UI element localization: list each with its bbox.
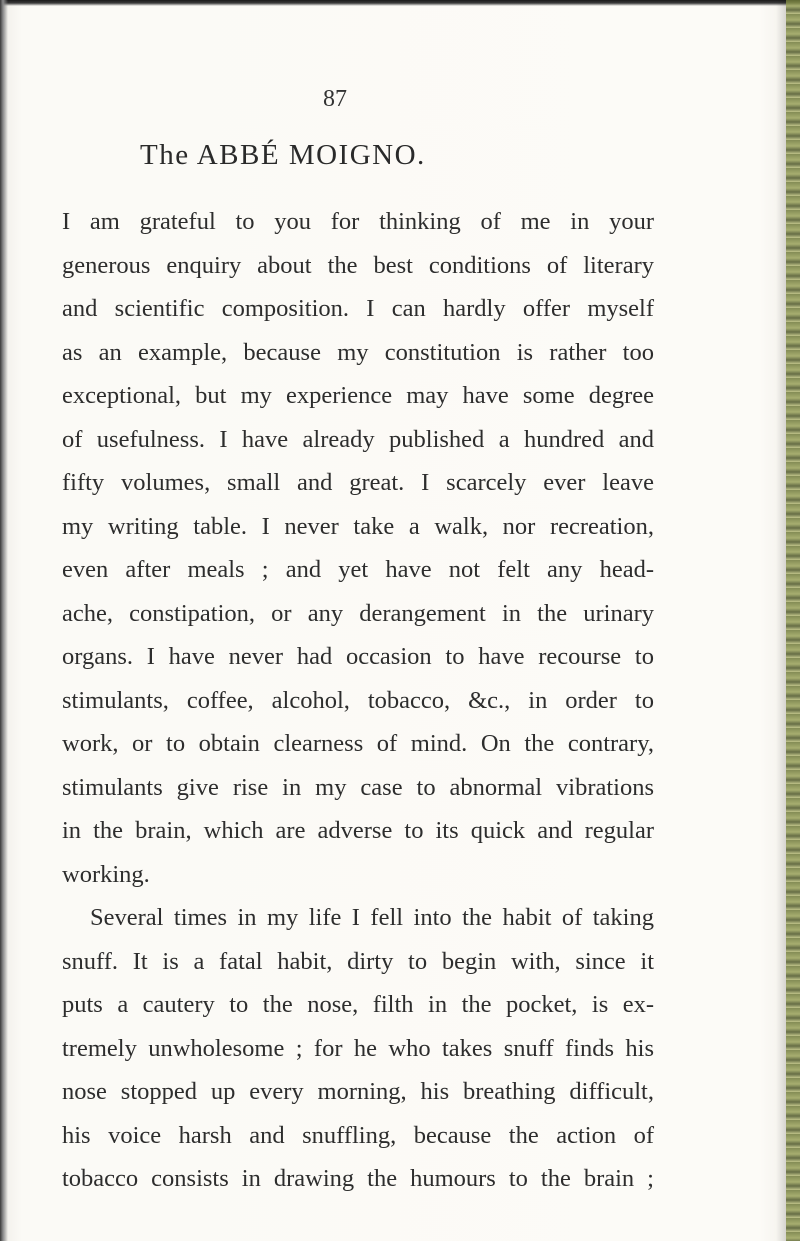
body-text	[62, 200, 654, 1201]
text-line: work, or to obtain clearness of mind. On the contrary,	[62, 730, 654, 757]
section-heading: The ABBÉ MOIGNO.	[140, 139, 426, 171]
text-line: as an example, because my constitution is rather too	[62, 338, 654, 366]
page-number: 87	[323, 86, 347, 112]
text-line: generous enquiry about the best conditions of literary	[62, 251, 654, 279]
fore-edge-shadow	[776, 0, 786, 1241]
text-line: snuff. It is a fatal habit, dirty to begin with, since it	[62, 947, 654, 975]
text-line: Several times in my life I fell into the habit of taking	[90, 904, 654, 931]
text-line: in the brain, which are adverse to its quick and regular	[62, 817, 654, 844]
text-line: tobacco consists in drawing the humours to the brain ;	[62, 1165, 654, 1192]
text-line: fifty volumes, small and great. I scarcely ever leave	[62, 469, 654, 496]
text-line: his voice harsh and snuffling, because the action of	[62, 1121, 654, 1149]
text-line: tremely unwholesome ; for he who takes snuff finds his	[62, 1034, 654, 1062]
text-line: ache, constipation, or any derangement in the urinary	[62, 599, 654, 627]
text-line: even after meals ; and yet have not felt any head-	[62, 556, 654, 583]
text-line: exceptional, but my experience may have some degree	[62, 382, 654, 409]
text-line: organs. I have never had occasion to have recourse to	[62, 643, 654, 670]
binding-edge	[0, 0, 8, 1241]
text-line: my writing table. I never take a walk, nor recreation,	[62, 512, 654, 540]
text-line: puts a cautery to the nose, filth in the pocket, is ex-	[62, 991, 654, 1018]
page-fore-edge	[786, 0, 800, 1241]
text-line: working.	[62, 860, 150, 888]
text-line: of usefulness. I have already published a hundred and	[62, 425, 654, 453]
text-line: and scientific composition. I can hardly offer myself	[62, 295, 654, 322]
text-line: nose stopped up every morning, his breathing difficult,	[62, 1078, 654, 1105]
text-line: stimulants give rise in my case to abnormal vibrations	[62, 773, 654, 801]
text-line: I am grateful to you for thinking of me in your	[62, 208, 654, 235]
text-line: stimulants, coffee, alcohol, tobacco, &c., in order to	[62, 686, 654, 714]
top-edge-shadow	[0, 0, 800, 6]
